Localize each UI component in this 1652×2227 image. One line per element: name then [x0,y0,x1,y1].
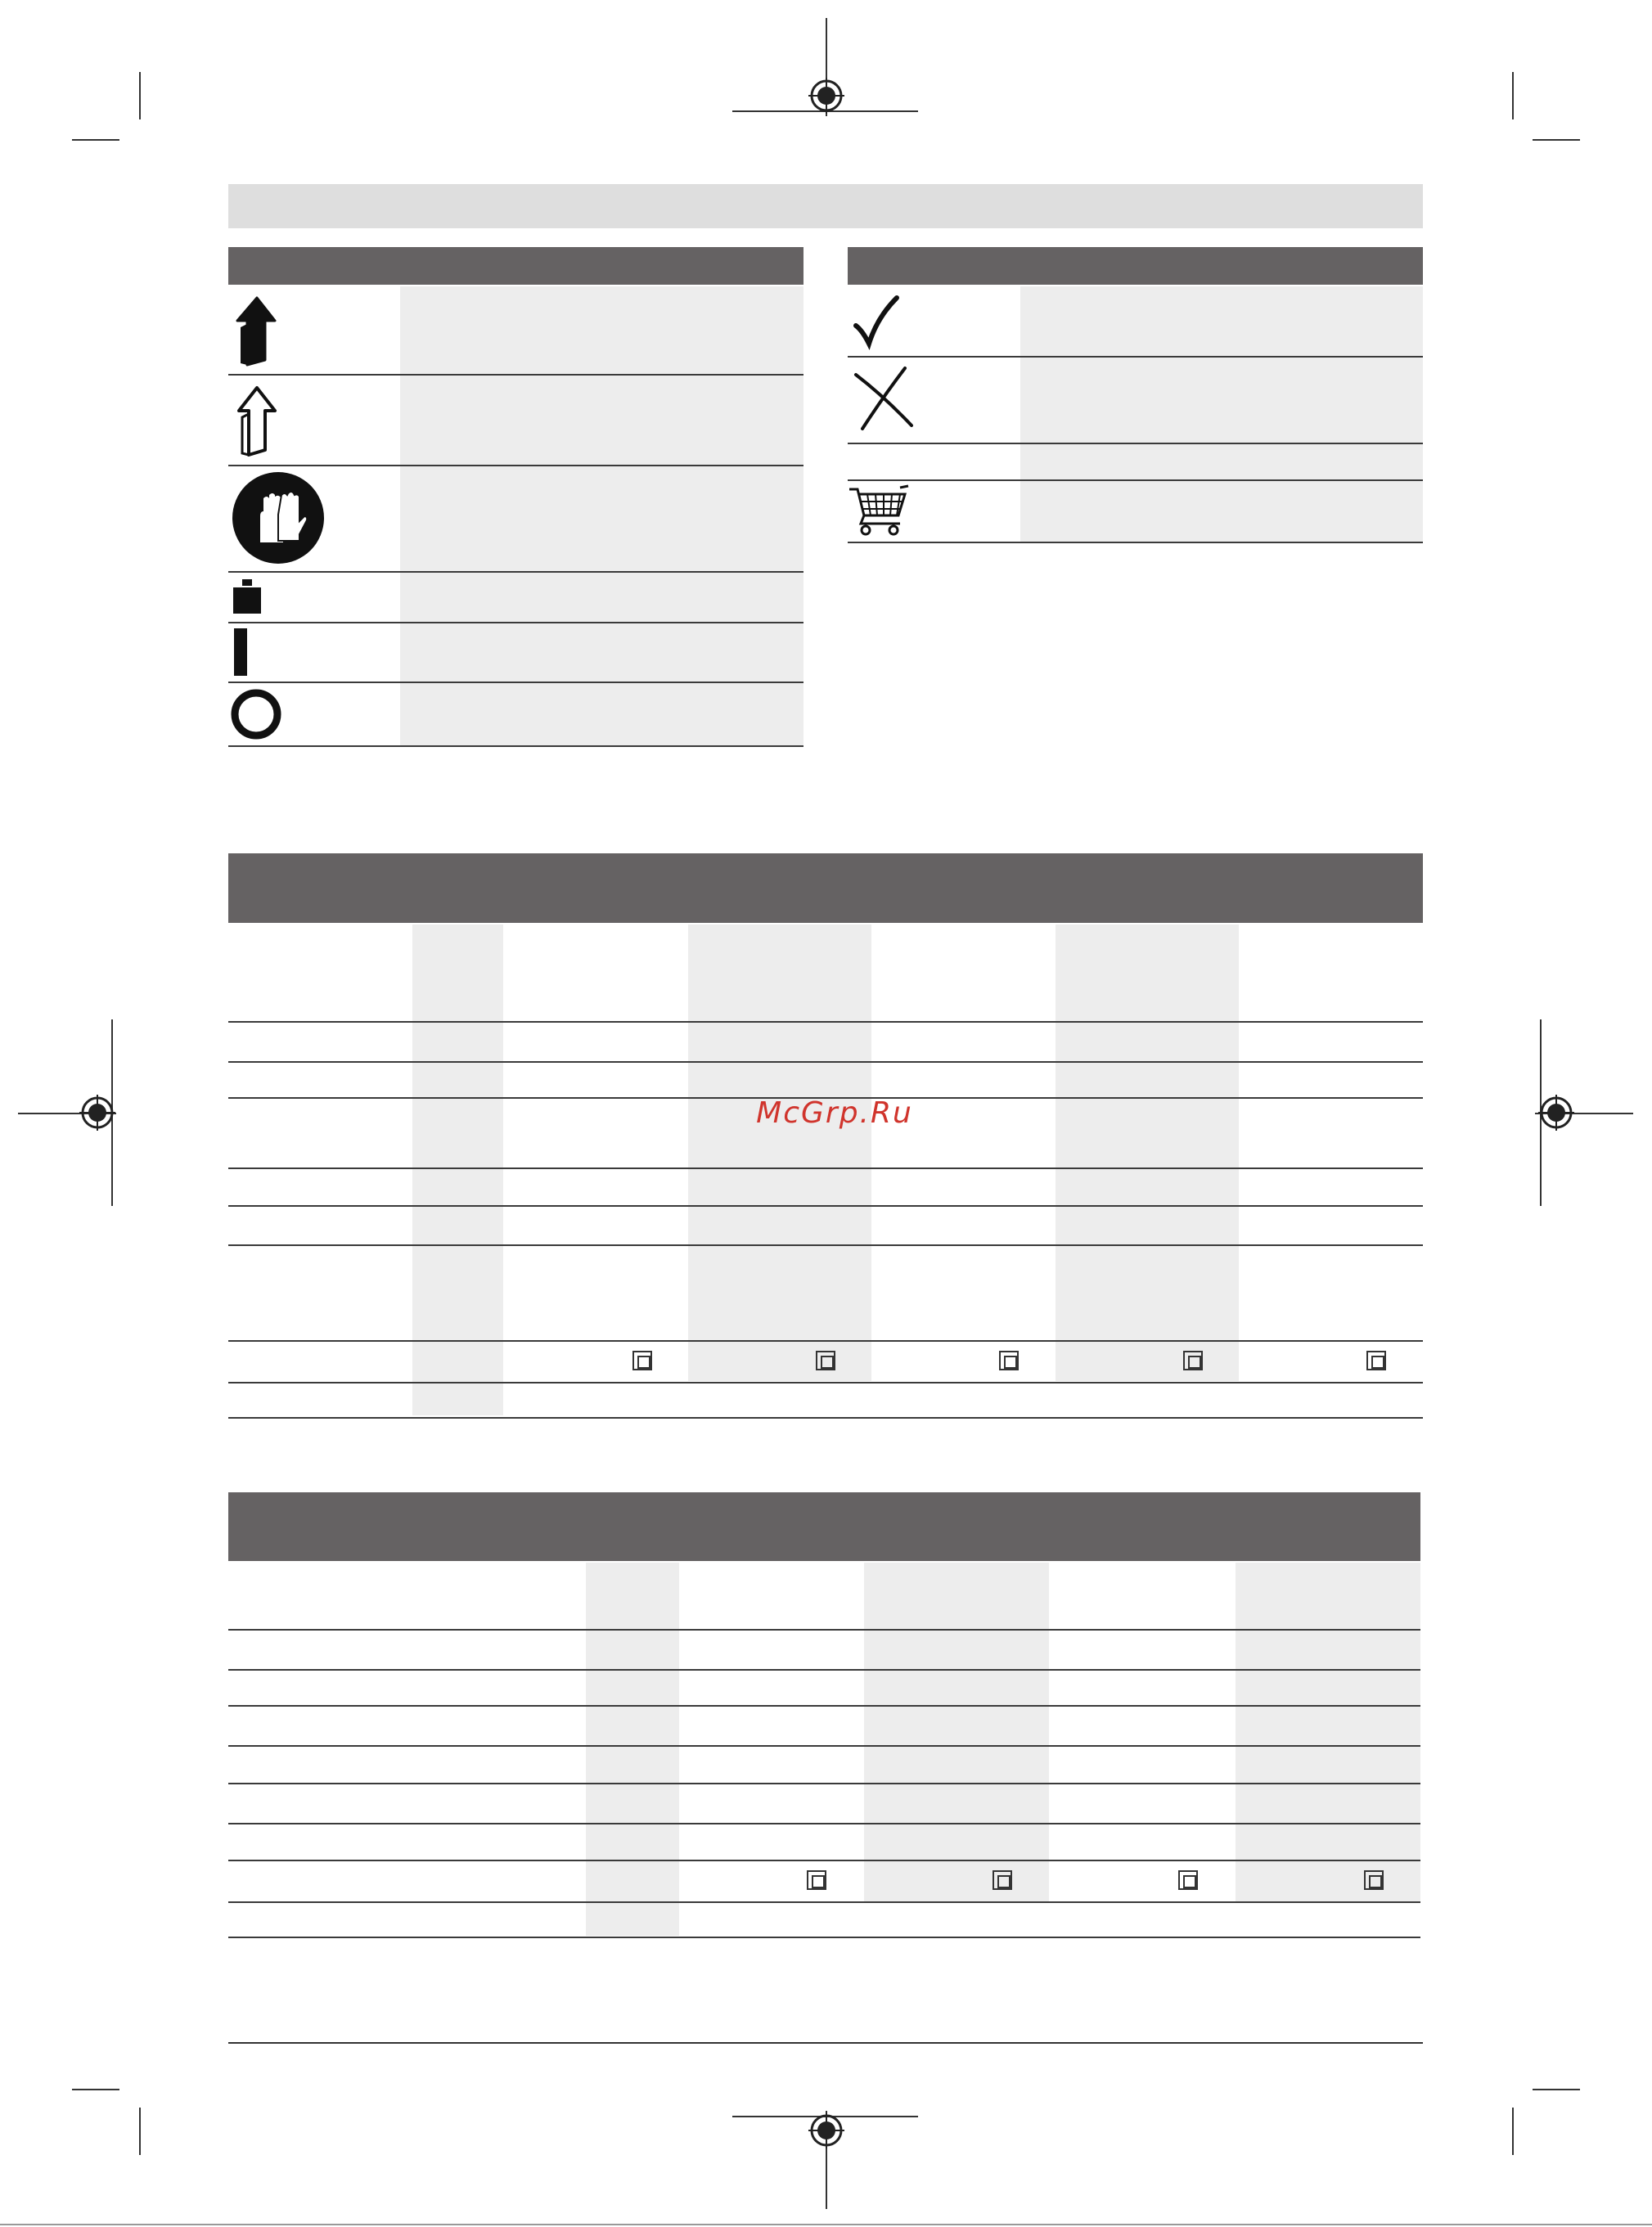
crop-mark [72,2089,119,2090]
crop-mark [1512,72,1514,119]
page-edge-rule [0,2224,1652,2225]
crop-mark [139,72,141,119]
page-header-bar [228,184,1423,228]
registration-target-icon [1538,1095,1574,1131]
check-icon [851,293,905,350]
symbols-table-left-text-column [400,286,803,747]
protection-class-icon [999,1351,1019,1370]
protection-class-icon [632,1351,652,1370]
registration-target-icon [808,78,844,114]
registration-target-icon [79,1095,115,1131]
protection-class-icon [1183,1351,1203,1370]
crop-mark [1533,139,1580,141]
technical-data-table-1-header [228,853,1423,923]
protection-class-icon [1364,1870,1384,1890]
symbols-table-left-header [228,247,803,285]
symbols-table-right-text-column [1020,286,1423,542]
weight-icon [231,578,263,615]
gloves-icon [231,470,326,565]
crop-mark [139,2108,141,2155]
protection-class-icon [807,1870,826,1890]
protection-class-icon [1366,1351,1386,1370]
crop-mark [1533,2089,1580,2090]
protection-class-icon [816,1351,835,1370]
symbols-table-right-header [848,247,1423,285]
technical-data-table-2-header [228,1492,1420,1561]
cross-icon [851,363,916,434]
outline-arrow-up-icon [232,385,281,457]
crop-mark [72,139,119,141]
protection-class-icon [993,1870,1012,1890]
bar-icon [232,627,249,677]
watermark: McGrp.Ru [756,1096,913,1130]
ring-icon [229,687,283,741]
registration-target-icon [808,2112,844,2148]
solid-arrow-up-icon [232,295,281,367]
crop-mark [1512,2108,1514,2155]
protection-class-icon [1178,1870,1198,1890]
footer-rule [228,2042,1423,2044]
shopping-cart-icon [848,484,910,537]
